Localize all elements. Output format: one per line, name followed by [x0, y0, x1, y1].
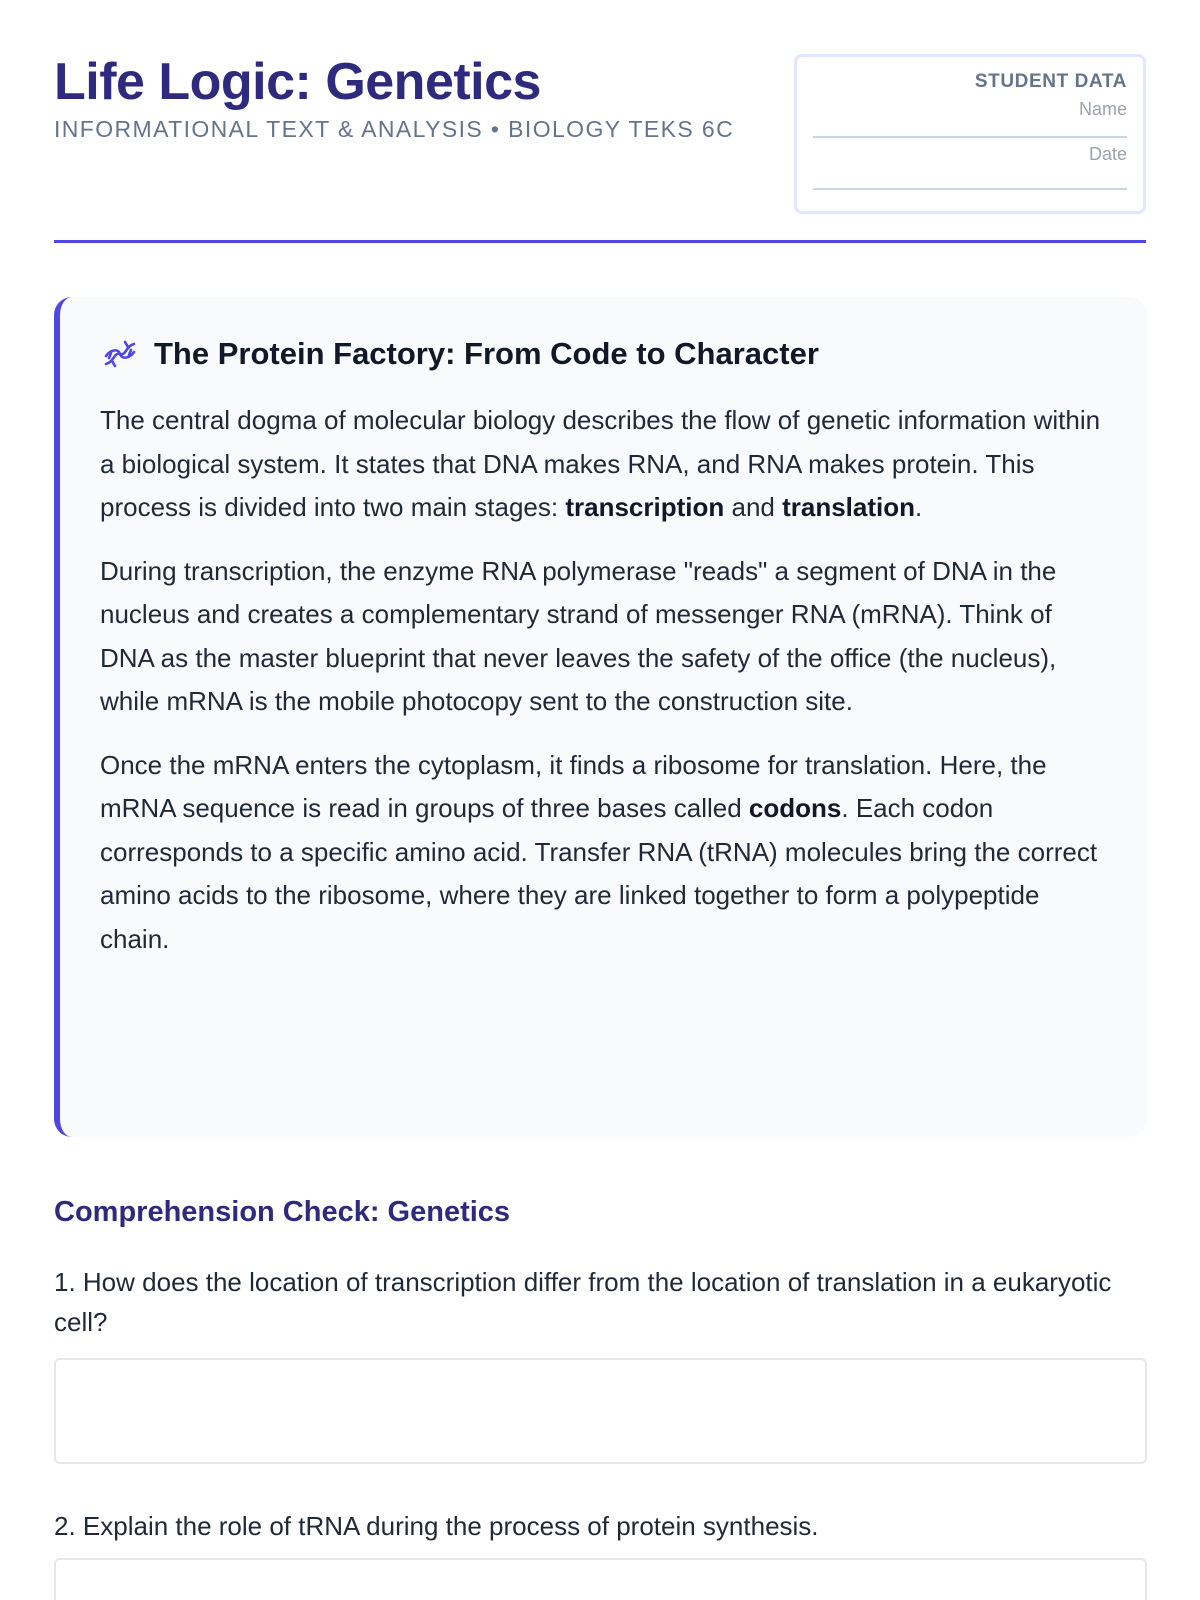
student-data-box	[794, 54, 1146, 214]
answer-box-1[interactable]	[54, 1358, 1147, 1464]
date-field[interactable]	[813, 138, 1127, 190]
term-translation: translation	[782, 492, 916, 522]
term-transcription: transcription	[565, 492, 725, 522]
header	[54, 0, 1146, 243]
reading-card-header	[100, 331, 1107, 377]
reading-card	[54, 297, 1147, 1137]
reading-paragraph-1: The central dogma of molecular biology describes the flow of genetic information within a biological system. It states that DNA makes RNA, and RNA makes protein. This process is divided into two main stages: transcription and translation.	[100, 405, 1101, 522]
comprehension-section-title: Comprehension Check: Genetics	[54, 1196, 511, 1228]
question-1: 1. How does the location of transcription differ from the location of translation in a eukaryotic cell?	[54, 1267, 1112, 1337]
dna-icon	[100, 334, 140, 374]
reading-paragraph-2: During transcription, the enzyme RNA polymerase "reads" a segment of DNA in the nucleus and creates a complementary strand of messenger RNA (mRNA). Think of DNA as the master blueprint that never leaves the safety of the office (the nucleus), while mRNA is the mobile photocopy sent to the construction site.	[100, 555, 1057, 716]
name-placeholder: Name	[1078, 99, 1127, 119]
student-data-label: STUDENT DATA	[974, 71, 1127, 92]
page-subtitle: INFORMATIONAL TEXT & ANALYSIS • BIOLOGY TEKS 6C	[54, 116, 735, 142]
date-placeholder: Date	[1088, 144, 1127, 164]
page-title: Life Logic: Genetics	[54, 53, 541, 111]
reading-paragraph-3: Once the mRNA enters the cytoplasm, it finds a ribosome for translation. Here, the mRNA sequence is read in groups of three bases called codons. Each codon corresponds to a specific amino acid. Transfer RNA (tRNA) molecules bring the correct amino acids to the ribosome, where they are linked together to form a polypeptide chain.	[100, 749, 1098, 954]
term-codons: codons	[748, 793, 842, 823]
question-2: 2. Explain the role of tRNA during the process of protein synthesis.	[54, 1511, 819, 1541]
answer-box-2[interactable]	[54, 1558, 1147, 1600]
name-field[interactable]	[813, 93, 1127, 138]
reading-title: The Protein Factory: From Code to Character	[154, 336, 819, 371]
